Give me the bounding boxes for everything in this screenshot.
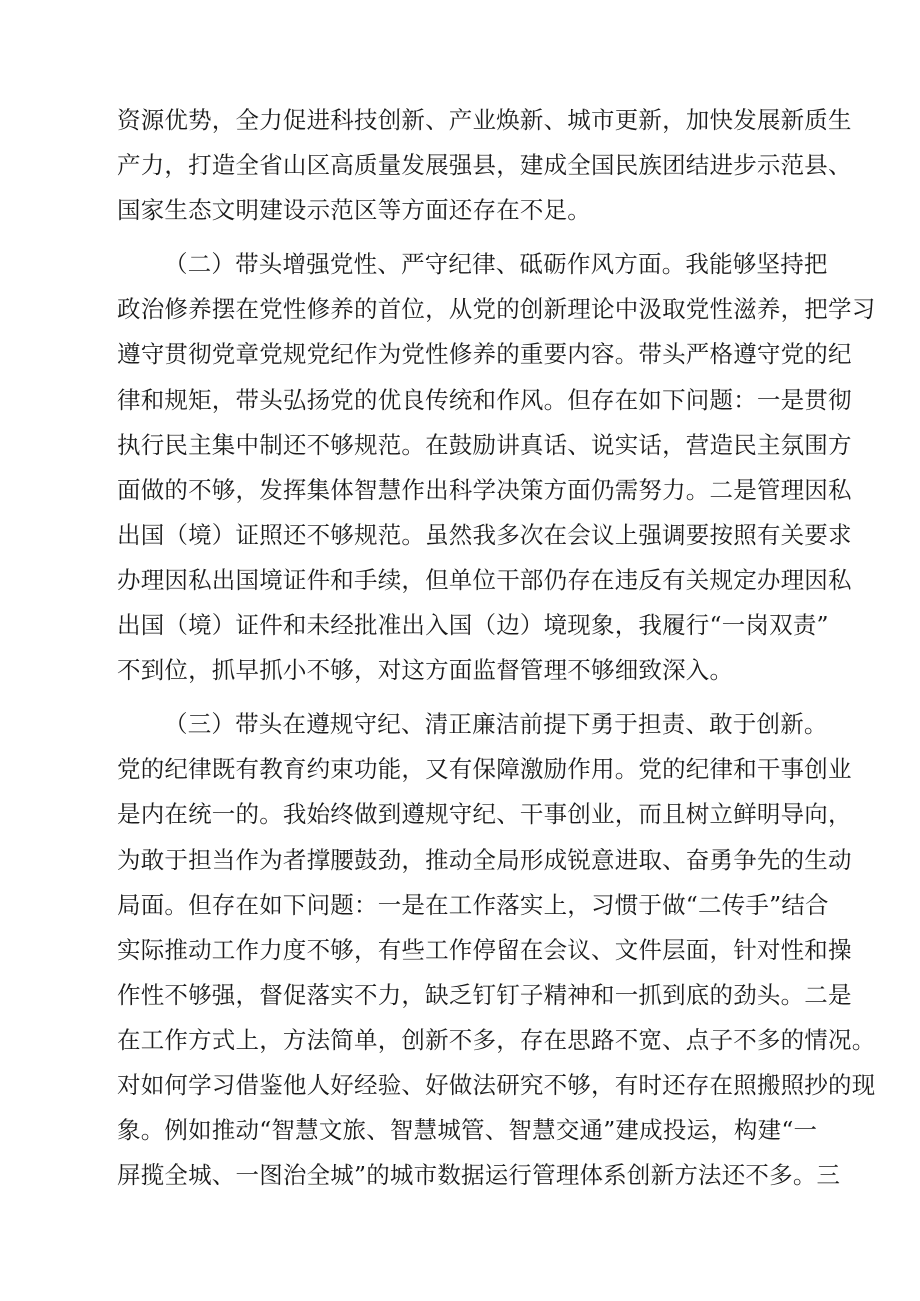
text-line: 局面。但存在如下问题：一是在工作落实上，习惯于做“二传手”结合 <box>117 890 829 919</box>
text-line: 象。例如推动“智慧文旅、智慧城管、智慧交通”建成投运，构建“一 <box>117 1116 818 1145</box>
paragraph-gap <box>117 693 827 702</box>
text-line: 对如何学习借鉴他人好经验、好做法研究不够，有时还存在照搬照抄的现 <box>117 1070 876 1099</box>
text-line: 作性不够强，督促落实不力，缺乏钉钉子精神和一抓到底的劲头。二是 <box>117 980 852 1009</box>
section-heading-three: （三）带头在遵规守纪、清正廉洁前提下勇于担责、敢于创新。 <box>164 710 828 739</box>
text-line: 遵守贯彻党章党规党纪作为党性修养的重要内容。带头严格遵守党的纪 <box>117 340 852 369</box>
text-line: 执行民主集中制还不够规范。在鼓励讲真话、说实话，营造民主氛围方 <box>117 430 852 459</box>
text-line: 屏揽全城、一图治全城”的城市数据运行管理体系创新方法还不多。三 <box>117 1161 841 1190</box>
text-line: 在工作方式上，方法简单，创新不多，存在思路不宽、点子不多的情况。 <box>117 1025 876 1054</box>
text-line: 国家生态文明建设示范区等方面还存在不足。 <box>117 196 591 225</box>
section-heading-two: （二）带头增强党性、严守纪律、砥砺作风方面。我能够坚持把 <box>164 250 828 279</box>
text-line: 政治修养摆在党性修养的首位，从党的创新理论中汲取党性滋养，把学习 <box>117 295 876 324</box>
document-body <box>117 98 876 1198</box>
text-line: 资源优势，全力促进科技创新、产业焕新、城市更新，加快发展新质生 <box>117 106 852 134</box>
text-line: 不到位，抓早抓小不够，对这方面监督管理不够细致深入。 <box>117 656 734 685</box>
text-line: 为敢于担当作为者撑腰鼓劲，推动全局形成锐意进取、奋勇争先的生动 <box>117 845 852 874</box>
text-line: 出国（境）证件和未经批准出入国（边）境现象，我履行“一岗双责” <box>117 611 829 640</box>
text-line: 办理因私出国境证件和手续，但单位干部仍存在违反有关规定办理因私 <box>117 565 852 594</box>
text-line: 面做的不够，发挥集体智慧作出科学决策方面仍需努力。二是管理因私 <box>117 475 852 504</box>
text-line: 是内在统一的。我始终做到遵规守纪、干事创业，而且树立鲜明导向， <box>117 800 852 829</box>
text-line: 律和规矩，带头弘扬党的优良传统和作风。但存在如下问题：一是贯彻 <box>117 385 852 414</box>
text-line: 党的纪律既有教育约束功能，又有保障激励作用。党的纪律和干事创业 <box>117 755 852 784</box>
text-line: 实际推动工作力度不够，有些工作停留在会议、文件层面，针对性和操 <box>117 935 852 964</box>
text-line: 产力，打造全省山区高质量发展强县，建成全国民族团结进步示范县、 <box>117 151 852 180</box>
text-line: 出国（境）证照还不够规范。虽然我多次在会议上强调要按照有关要求 <box>117 520 852 549</box>
paragraph-gap <box>117 233 827 242</box>
